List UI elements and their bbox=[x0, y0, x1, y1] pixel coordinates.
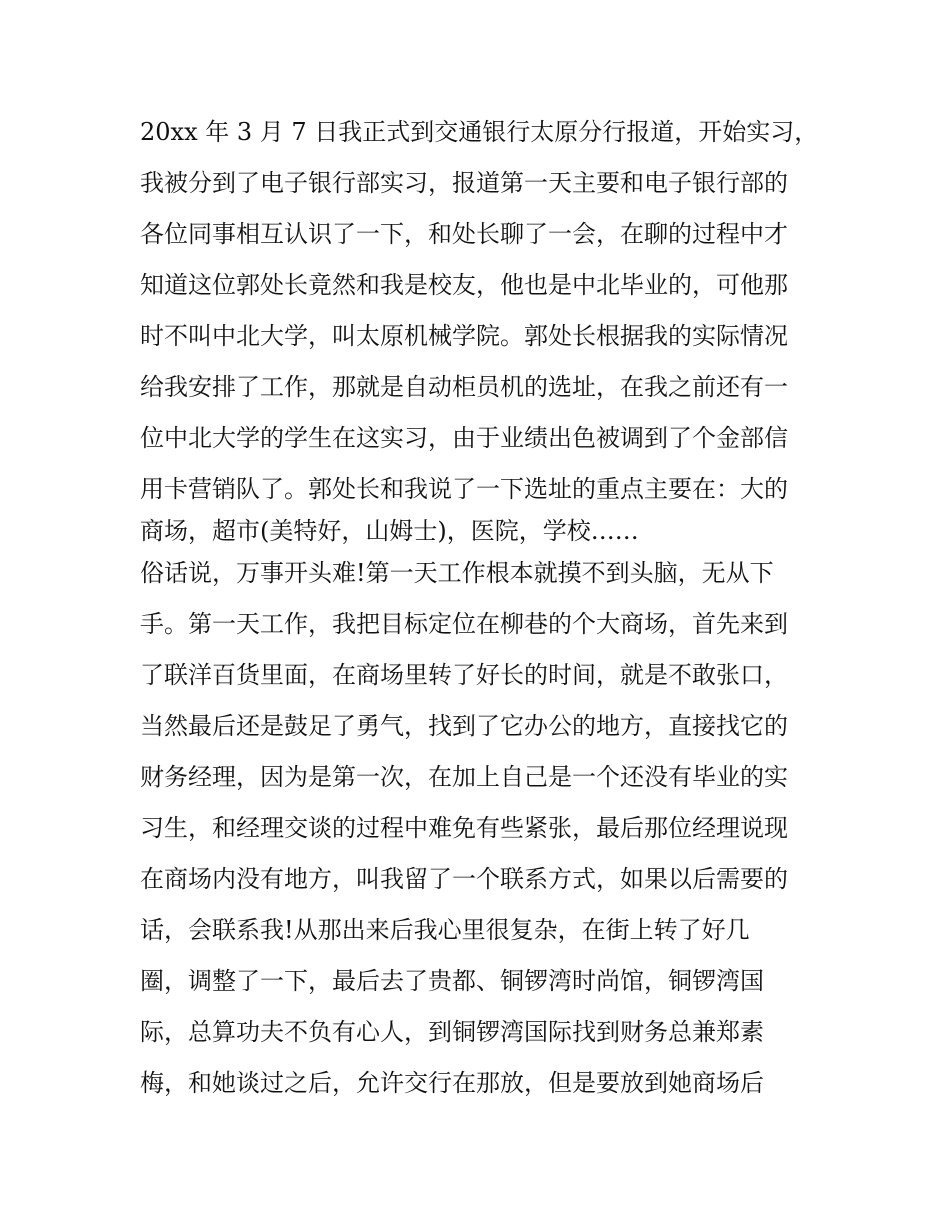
text-line-14: 财务经理，因为是第一次，在加上自己是一个还没有毕业的实 bbox=[140, 763, 788, 791]
document-body-text bbox=[140, 107, 820, 1109]
text-line-7: 位中北大学的学生在这实习，由于业绩出色被调到了个金部信 bbox=[140, 424, 788, 452]
text-line-13: 当然最后还是鼓足了勇气，找到了它办公的地方，直接找它的 bbox=[140, 712, 788, 740]
text-line-1: 20xx 年 3 月 7 日我正式到交通银行太原分行报道，开始实习， bbox=[140, 118, 819, 146]
text-line-15: 习生，和经理交谈的过程中难免有些紧张，最后那位经理说现 bbox=[140, 814, 788, 842]
text-line-20: 梅，和她谈过之后，允许交行在那放，但是要放到她商场后 bbox=[140, 1069, 764, 1097]
text-line-19: 际，总算功夫不负有心人，到铜锣湾国际找到财务总兼郑素 bbox=[140, 1018, 764, 1046]
text-line-2: 我被分到了电子银行部实习，报道第一天主要和电子银行部的 bbox=[140, 169, 788, 197]
text-line-3: 各位同事相互认识了一下，和处长聊了一会，在聊的过程中才 bbox=[140, 220, 788, 248]
text-line-6: 给我安排了工作，那就是自动柜员机的选址，在我之前还有一 bbox=[140, 373, 788, 401]
text-line-8: 用卡营销队了。郭处长和我说了一下选址的重点主要在：大的 bbox=[140, 475, 788, 503]
text-line-12: 了联洋百货里面，在商场里转了好长的时间，就是不敢张口， bbox=[140, 661, 788, 689]
text-line-10: 俗话说，万事开头难!第一天工作根本就摸不到头脑，无从下 bbox=[140, 559, 774, 587]
text-line-18: 圈，调整了一下，最后去了贵都、铜锣湾时尚馆，铜锣湾国 bbox=[140, 967, 764, 995]
text-line-9: 商场，超市(美特好，山姆士)，医院，学校…… bbox=[140, 517, 639, 545]
text-line-16: 在商场内没有地方，叫我留了一个联系方式，如果以后需要的 bbox=[140, 865, 788, 893]
text-line-4: 知道这位郭处长竟然和我是校友，他也是中北毕业的，可他那 bbox=[140, 271, 788, 299]
text-line-5: 时不叫中北大学，叫太原机械学院。郭处长根据我的实际情况 bbox=[140, 322, 788, 350]
text-line-17: 话，会联系我!从那出来后我心里很复杂，在街上转了好几 bbox=[140, 916, 750, 944]
text-line-11: 手。第一天工作，我把目标定位在柳巷的个大商场，首先来到 bbox=[140, 610, 788, 638]
